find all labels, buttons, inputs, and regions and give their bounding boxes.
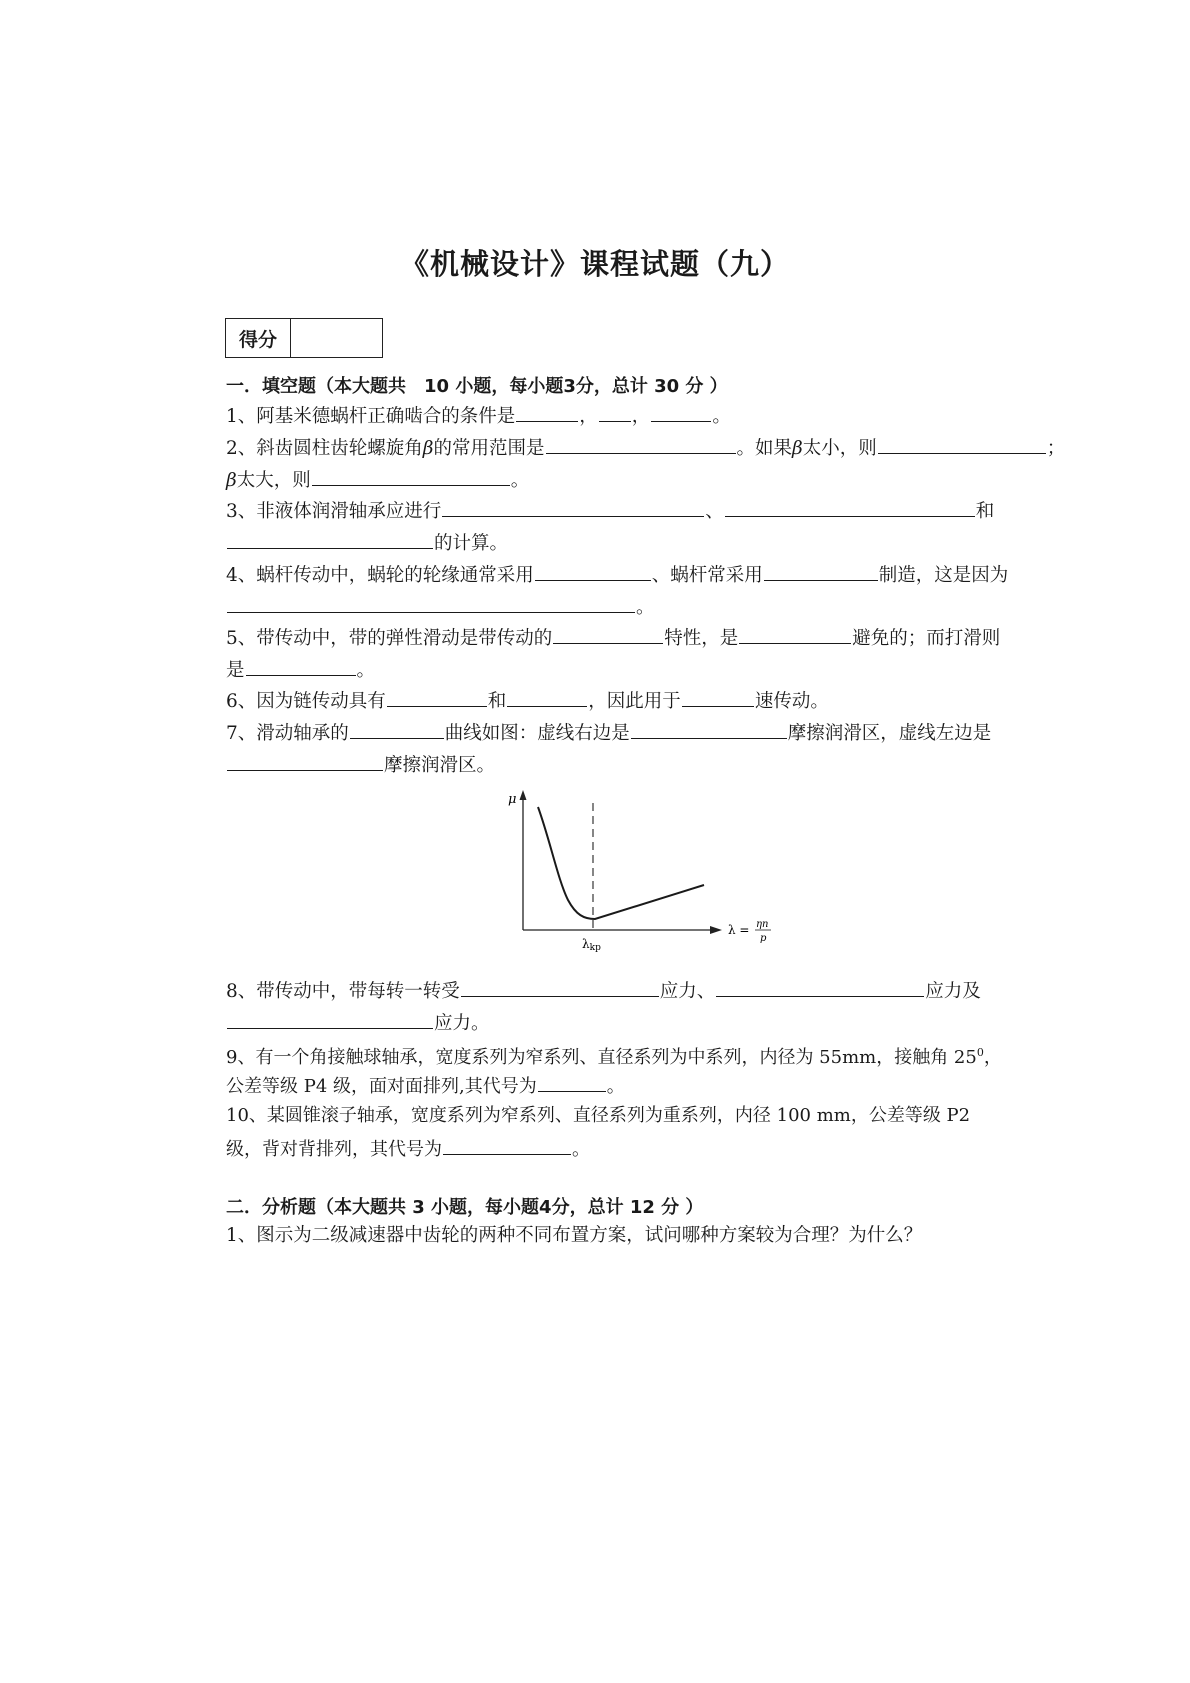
question-2 [226,435,1065,461]
q10-end: 。 [572,1139,590,1160]
q9-text: 公差等级 P4 级，面对面排列,其代号为 [226,1076,537,1097]
q9-sep: ， [983,1047,1002,1068]
q9-blank [538,1073,606,1092]
q9-text: 9、有一个角接触球轴承，宽度系列为窄系列、直径系列为中系列，内径为 55mm，接触角 25 [226,1047,977,1068]
question-2-line2 [226,467,529,493]
q9-end: 。 [606,1076,625,1097]
q1-blank-3 [651,403,711,422]
q3-blank-1 [442,498,704,517]
q6-blank-1 [387,688,487,707]
q7-blank-1 [350,720,444,739]
y-axis-arrow [520,790,527,800]
section2-question-1: 1、图示为二级减速器中齿轮的两种不同布置方案，试问哪种方案较为合理？为什么？ [226,1225,923,1246]
q5-blank-3 [246,657,356,676]
beta-symbol: β [792,438,803,459]
q1-sep: ， [579,406,598,427]
q2-end: 。 [510,470,530,491]
q7-blank-2 [631,720,787,739]
q3-sep: 、 [705,501,724,522]
q3-blank-2 [725,498,975,517]
question-6 [226,688,829,714]
question-10-line2 [226,1136,590,1162]
score-box [225,318,383,358]
question-9-line2 [226,1073,625,1099]
q8-blank-1 [461,978,659,997]
q7-text: 摩擦润滑区。 [384,755,496,776]
beta-symbol: β [422,438,434,459]
q9-degree-sup: 0 [976,1046,984,1059]
x-axis-label-den: p [760,933,767,944]
q6-blank-3 [682,688,754,707]
x-axis-arrow [710,926,722,934]
exam-title: 《机械设计》课程试题（九） [399,247,790,281]
q6-text: 6、因为链传动具有 [226,691,386,712]
question-9 [226,1041,1002,1070]
q4-blank-3 [227,594,635,613]
q4-text: 4、蜗杆传动中，蜗轮的轮缘通常采用 [226,565,534,586]
score-label: 得分 [226,319,291,357]
q1-blank-2 [599,403,631,422]
question-3-line2 [226,530,508,556]
question-8 [226,978,981,1004]
question-4-line2 [226,594,655,620]
q2-blank-2 [878,435,1046,454]
q10-text: 10、某圆锥滚子轴承，宽度系列为窄系列、直径系列为重系列，内径 100 mm，公差等级 P2 [226,1105,971,1126]
question-7-line2 [226,752,495,778]
q5-blank-1 [553,625,663,644]
q2-text: 太小，则 [802,438,877,459]
question-5-line2 [226,657,375,683]
q8-text: 应力。 [434,1013,490,1034]
q8-blank-2 [716,978,924,997]
q3-sep: 和 [975,501,995,522]
q2-blank-1 [546,435,736,454]
q4-blank-1 [535,562,651,581]
q5-text: 是 [226,660,245,681]
q7-text: 曲线如图：虚线右边是 [444,723,630,744]
q3-blank-3 [227,530,433,549]
critical-label: λkp [582,937,601,953]
q2-text: 太大，则 [236,470,311,491]
q5-end: 。 [356,660,376,681]
q6-text: 和 [487,691,507,712]
question-3 [226,498,994,524]
q8-text: 应力及 [925,981,981,1002]
q6-text: ，因此用于 [588,691,681,712]
q7-blank-3 [227,752,383,771]
friction-curve [538,807,704,919]
y-axis-label: μ [508,792,517,807]
question-5 [226,625,1000,651]
question-7 [226,720,991,746]
q1-sep: ， [631,406,651,427]
q5-text: 特性，是 [664,628,739,649]
q6-text: 速传动。 [754,691,829,712]
q3-text: 3、非液体润滑轴承应进行 [226,501,442,522]
q4-end: 。 [636,597,655,618]
x-axis-label-lhs: λ = [728,923,750,937]
q8-text: 8、带传动中，带每转一转受 [226,981,460,1002]
q7-text: 7、滑动轴承的 [226,723,349,744]
q2-text: 2、斜齿圆柱齿轮螺旋角 [226,438,423,459]
q2-text: 的常用范围是 [433,438,545,459]
q2-end: ； [1046,438,1066,459]
beta-symbol: β [226,470,237,491]
q5-blank-2 [739,625,851,644]
q8-blank-3 [227,1010,433,1029]
q3-text: 的计算。 [434,533,509,554]
q10-text: 级，背对背排列，其代号为 [226,1139,442,1160]
q6-blank-2 [507,688,587,707]
q1-end: 。 [712,406,731,427]
q8-text: 应力、 [659,981,716,1002]
question-1 [226,403,731,429]
q1-blank-1 [516,403,578,422]
q4-blank-2 [764,562,878,581]
question-8-line2 [226,1010,490,1036]
q7-text: 摩擦润滑区，虚线左边是 [787,723,992,744]
section2-heading: 二．分析题（本大题共 3 小题，每小题4分，总计 12 分 ） [226,1197,704,1218]
score-value-cell [291,319,382,357]
q10-blank [443,1136,571,1155]
x-axis-label-num: ηn [756,919,769,930]
q4-text: 、蜗杆常采用 [651,565,763,586]
friction-curve-figure [500,785,800,955]
q4-text: 制造，这是因为 [878,565,1009,586]
q1-text: 1、阿基米德蜗杆正确啮合的条件是 [226,406,516,427]
q5-text: 5、带传动中，带的弹性滑动是带传动的 [226,628,553,649]
question-4 [226,562,1008,588]
q2-text: 。如果 [736,438,793,459]
q5-text: 避免的；而打滑则 [852,628,1001,649]
question-10 [226,1104,970,1128]
section1-heading: 一．填空题（本大题共 10 小题，每小题3分，总计 30 分 ） [226,376,728,397]
q2-blank-3 [312,467,510,486]
